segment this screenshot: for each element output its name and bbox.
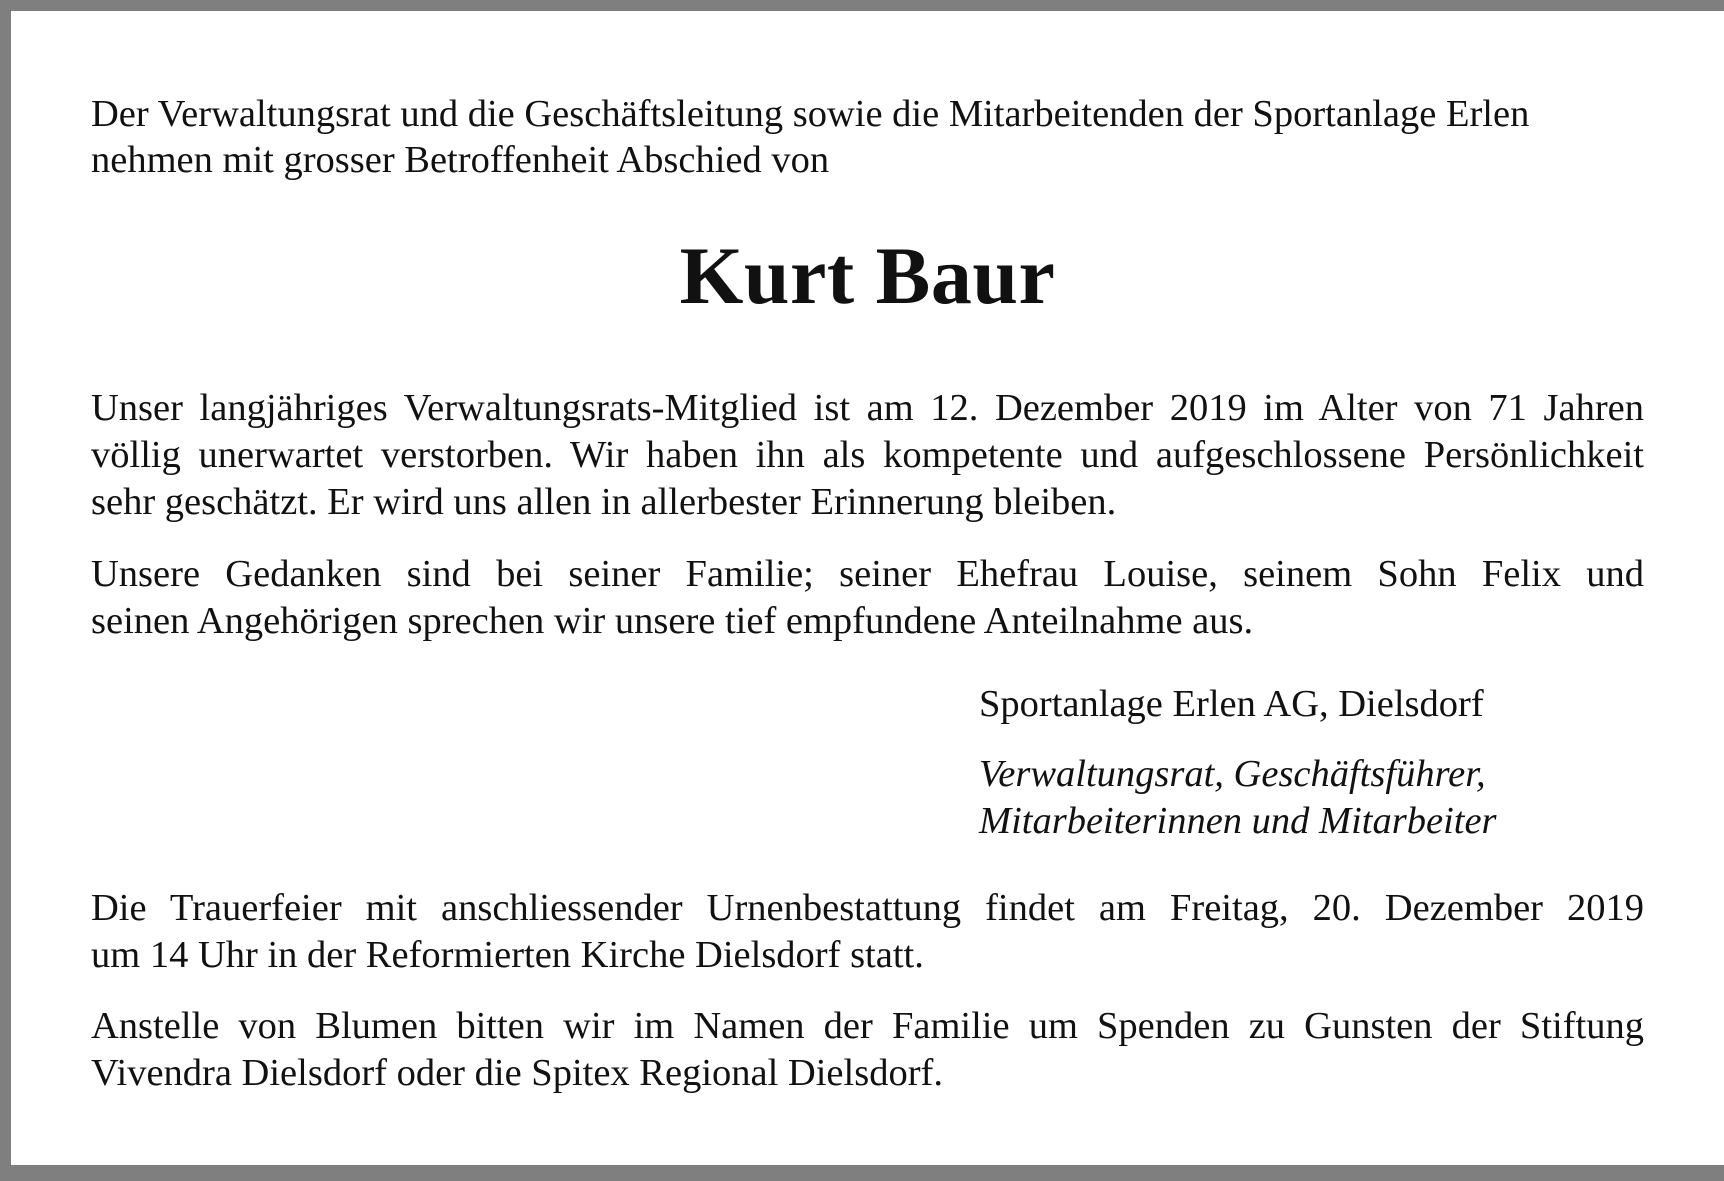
paragraph-4-line-1: Anstelle von Blumen bitten wir im Namen der Familie um Spenden zu Gunsten der Stiftung: [91, 1005, 1644, 1047]
signature-organization: Sportanlage Erlen AG, Dielsdorf: [979, 683, 1484, 725]
paragraph-funeral-details: [91, 885, 1644, 979]
paragraph-2-line-2: seinen Angehörigen sprechen wir unsere tief empfundene Anteilnahme aus.: [91, 600, 1254, 642]
paragraph-3-line-1: Die Trauerfeier mit anschliessender Urnenbestattung findet am Freitag, 20. Dezember 2019: [91, 887, 1644, 929]
intro-line-2: nehmen mit grosser Betroffenheit Abschied von: [91, 139, 830, 181]
paragraph-death-announcement: [91, 385, 1644, 526]
signature-roles-line-1: Verwaltungsrat, Geschäftsführer,: [979, 753, 1486, 795]
paragraph-1-line-3: sehr geschätzt. Er wird uns allen in allerbester Erinnerung bleiben.: [91, 481, 1117, 523]
signature-roles: [979, 751, 1619, 845]
paragraph-condolences: [91, 551, 1644, 645]
paragraph-donations: [91, 1003, 1644, 1097]
paragraph-1-line-2: völlig unerwartet verstorben. Wir haben ihn als kompetente und aufgeschlossene Persönlichkeit: [91, 434, 1644, 476]
paragraph-4-line-2: Vivendra Dielsdorf oder die Spitex Regional Dielsdorf.: [91, 1052, 943, 1094]
intro-line-1: Der Verwaltungsrat und die Geschäftsleitung sowie die Mitarbeitenden der Sportanlage Erlen: [91, 93, 1530, 135]
obituary-notice: [11, 11, 1724, 1165]
intro-text: [91, 91, 1644, 183]
signature-roles-line-2: Mitarbeiterinnen und Mitarbeiter: [979, 800, 1497, 842]
paragraph-1-line-1: Unser langjähriges Verwaltungsrats-Mitglied ist am 12. Dezember 2019 im Alter von 71 Jahren: [91, 387, 1644, 429]
paragraph-2-line-1: Unsere Gedanken sind bei seiner Familie; seiner Ehefrau Louise, seinem Sohn Felix und: [91, 553, 1644, 595]
paragraph-3-line-2: um 14 Uhr in der Reformierten Kirche Dielsdorf statt.: [91, 934, 924, 976]
deceased-name: Kurt Baur: [679, 230, 1056, 321]
